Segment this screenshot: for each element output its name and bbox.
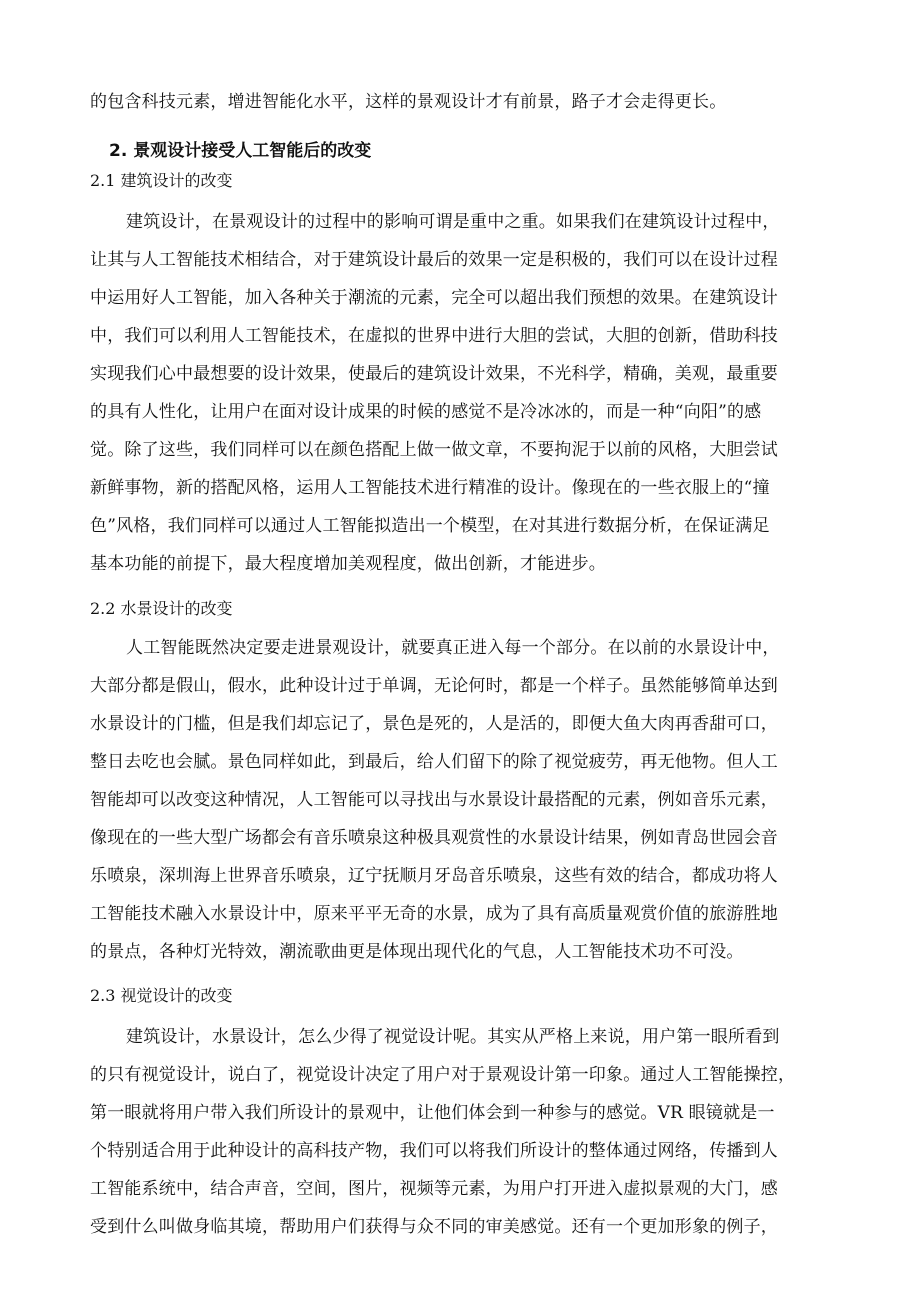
paragraph-line: 第一眼就将用户带入我们所设计的景观中，让他们体会到一种参与的感觉。VR 眼镜就是一 <box>90 1103 775 1123</box>
paragraph-line: 基本功能的前提下，最大程度增加美观程度，做出创新，才能进步。 <box>90 554 606 574</box>
paragraph-line: 人工智能既然决定要走进景观设计，就要真正进入每一个部分。在以前的水景设计中， <box>126 638 780 658</box>
paragraph-line: 觉。除了这些，我们同样可以在颜色搭配上做一做文章，不要拘泥于以前的风格，大胆尝试 <box>90 440 778 460</box>
paragraph-line: 工智能技术融入水景设计中，原来平平无奇的水景，成为了具有高质量观赏价值的旅游胜地 <box>90 904 778 924</box>
paragraph-line: 实现我们心中最想要的设计效果，使最后的建筑设计效果，不光科学，精确，美观，最重要 <box>90 364 778 384</box>
paragraph-line: 的景点，各种灯光特效，潮流歌曲更是体现出现代化的气息，人工智能技术功不可没。 <box>90 942 744 962</box>
paragraph-line: 个特别适合用于此种设计的高科技产物，我们可以将我们所设计的整体通过网络，传播到人 <box>90 1141 778 1161</box>
paragraph-line: 建筑设计，水景设计，怎么少得了视觉设计呢。其实从严格上来说，用户第一眼所看到 <box>126 1027 780 1047</box>
paragraph-line: 色”风格，我们同样可以通过人工智能拟造出一个模型，在对其进行数据分析，在保证满足 <box>90 516 770 536</box>
section-2-heading: 2. 景观设计接受人工智能后的改变 <box>109 141 372 161</box>
paragraph-line: 的只有视觉设计，说白了，视觉设计决定了用户对于景观设计第一印象。通过人工智能操控， <box>90 1065 796 1085</box>
paragraph-line: 建筑设计，在景观设计的过程中的影响可谓是重中之重。如果我们在建筑设计过程中， <box>126 212 780 232</box>
subsection-2-3-heading: 2.3 视觉设计的改变 <box>90 986 233 1005</box>
paragraph-line: 工智能系统中，结合声音，空间，图片，视频等元素，为用户打开进入虚拟景观的大门，感 <box>90 1179 778 1199</box>
paragraph-line: 智能却可以改变这种情况，人工智能可以寻找出与水景设计最搭配的元素，例如音乐元素， <box>90 790 778 810</box>
intro-paragraph-line: 的包含科技元素，增进智能化水平，这样的景观设计才有前景，路子才会走得更长。 <box>90 92 727 112</box>
paragraph-line: 受到什么叫做身临其境，帮助用户们获得与众不同的审美感觉。还有一个更加形象的例子， <box>90 1217 778 1237</box>
paragraph-line: 中，我们可以利用人工智能技术，在虚拟的世界中进行大胆的尝试，大胆的创新，借助科技 <box>90 326 778 346</box>
paragraph-line: 大部分都是假山，假水，此种设计过于单调，无论何时，都是一个样子。虽然能够简单达到 <box>90 676 778 696</box>
paragraph-line: 水景设计的门槛，但是我们却忘记了，景色是死的，人是活的，即便大鱼大肉再香甜可口， <box>90 714 778 734</box>
paragraph-line: 整日去吃也会腻。景色同样如此，到最后，给人们留下的除了视觉疲劳，再无他物。但人工 <box>90 752 778 772</box>
subsection-2-1-heading: 2.1 建筑设计的改变 <box>90 171 233 190</box>
subsection-2-2-heading: 2.2 水景设计的改变 <box>90 599 233 618</box>
paragraph-line: 像现在的一些大型广场都会有音乐喷泉这种极具观赏性的水景设计结果，例如青岛世园会音 <box>90 828 778 848</box>
paragraph-line: 乐喷泉，深圳海上世界音乐喷泉，辽宁抚顺月牙岛音乐喷泉，这些有效的结合，都成功将人 <box>90 866 778 886</box>
paragraph-line: 中运用好人工智能，加入各种关于潮流的元素，完全可以超出我们预想的效果。在建筑设计 <box>90 288 778 308</box>
paragraph-line: 新鲜事物，新的搭配风格，运用人工智能技术进行精准的设计。像现在的一些衣服上的“撞 <box>90 478 770 498</box>
paragraph-line: 让其与人工智能技术相结合，对于建筑设计最后的效果一定是积极的，我们可以在设计过程 <box>90 250 778 270</box>
paragraph-line: 的具有人性化，让用户在面对设计成果的时候的感觉不是冷冰冰的，而是一种“向阳”的感 <box>90 402 762 422</box>
